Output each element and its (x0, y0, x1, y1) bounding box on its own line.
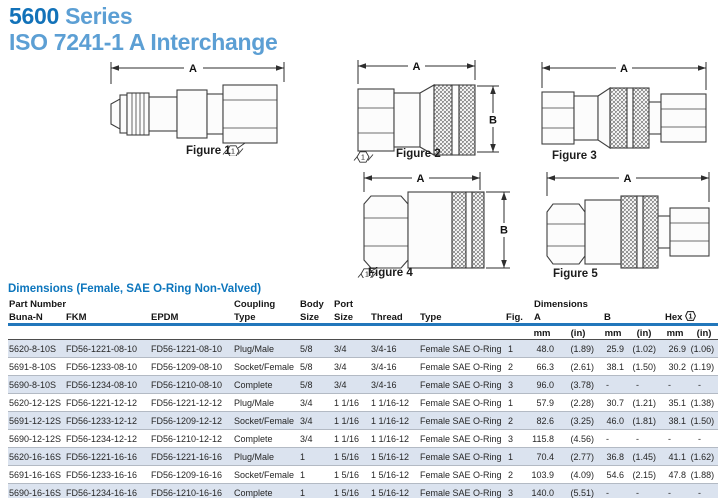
cell-thread: 3/4-16 (370, 340, 419, 358)
cell-hex_in: (1.06) (690, 340, 718, 358)
cell-hex_in: (1.19) (690, 358, 718, 376)
figure-1 (105, 58, 305, 164)
table-row (8, 412, 718, 430)
cell-hex_in: - (690, 376, 718, 394)
col-body-line2: Size (299, 310, 333, 325)
cell-a_in: (2.77) (558, 448, 598, 466)
cell-b_mm: 36.8 (598, 448, 628, 466)
cell-port: 1 5/16 (333, 484, 370, 498)
cell-type: Female SAE O-Ring (419, 448, 503, 466)
cell-epdm: FD56-1209-16-16 (150, 466, 233, 484)
page-header (9, 4, 277, 56)
cell-type: Female SAE O-Ring (419, 358, 503, 376)
svg-text:A: A (416, 172, 425, 185)
cell-fig: 2 (503, 358, 526, 376)
cell-b_in: (1.81) (628, 412, 660, 430)
figure-1-drawing (105, 58, 290, 156)
figure-4-drawing (350, 168, 522, 278)
cell-a_mm: 140.0 (526, 484, 558, 498)
cell-hex_mm: - (660, 376, 690, 394)
table-row (8, 340, 718, 358)
cell-b_mm: - (598, 430, 628, 448)
series-number: 5600 (9, 3, 59, 29)
col-coupling-line1: Coupling (234, 299, 276, 310)
figure-1-label: Figure 1 (186, 145, 231, 157)
cell-epdm: FD56-1210-08-10 (150, 376, 233, 394)
dimension-a-arrow (364, 172, 480, 192)
table-row (8, 466, 718, 484)
svg-text:1: 1 (688, 311, 694, 321)
cell-body: 3/4 (299, 430, 333, 448)
figure-5-label: Figure 5 (553, 268, 598, 280)
hex-label: Hex (665, 312, 683, 323)
svg-text:B: B (500, 224, 508, 237)
cell-coupling: Plug/Male (233, 340, 299, 358)
cell-epdm: FD56-1221-12-12 (150, 394, 233, 412)
dimensions-table (8, 298, 718, 498)
cell-a_mm: 96.0 (526, 376, 558, 394)
col-coupling-line2: Type (233, 310, 299, 325)
svg-text:1: 1 (365, 271, 369, 278)
figure-4 (350, 168, 522, 282)
cell-thread: 1 5/16-12 (370, 466, 419, 484)
figure-4-label: Figure 4 (368, 267, 413, 279)
figure-2 (353, 56, 503, 166)
cell-buna: 5691-12-12S (8, 412, 65, 430)
plug-body (111, 85, 277, 143)
cell-thread: 1 5/16-12 (370, 448, 419, 466)
col-group-part-number: Part Number (9, 299, 67, 310)
interchange-subtitle: ISO 7241-1 A Interchange (9, 28, 278, 55)
hex-callout-1-icon (354, 151, 373, 162)
col-epdm: EPDM (150, 310, 233, 325)
cell-a_in: (4.09) (558, 466, 598, 484)
cell-type: Female SAE O-Ring (419, 484, 503, 498)
unit-b-mm: mm (598, 325, 628, 340)
cell-fkm: FD56-1234-16-16 (65, 484, 150, 498)
cell-type: Female SAE O-Ring (419, 466, 503, 484)
cell-coupling: Plug/Male (233, 448, 299, 466)
cell-type: Female SAE O-Ring (419, 412, 503, 430)
cell-b_in: - (628, 376, 660, 394)
cell-hex_mm: 47.8 (660, 466, 690, 484)
cell-hex_mm: 26.9 (660, 340, 690, 358)
cell-buna: 5691-8-10S (8, 358, 65, 376)
cell-body: 3/4 (299, 412, 333, 430)
col-thread: Thread (370, 310, 419, 325)
cell-hex_in: (1.38) (690, 394, 718, 412)
svg-text:A: A (412, 60, 421, 73)
cell-fig: 2 (503, 412, 526, 430)
cell-coupling: Socket/Female (233, 412, 299, 430)
col-group-dimensions: Dimensions (534, 299, 588, 310)
unit-hex-mm: mm (660, 325, 690, 340)
figure-3-label: Figure 3 (552, 150, 597, 162)
cell-a_in: (3.78) (558, 376, 598, 394)
dimension-a-arrow (542, 62, 706, 90)
cell-buna: 5620-12-12S (8, 394, 65, 412)
cell-port: 3/4 (333, 340, 370, 358)
cell-buna: 5690-12-12S (8, 430, 65, 448)
unit-a-in: (in) (558, 325, 598, 340)
cell-type: Female SAE O-Ring (419, 376, 503, 394)
table-row (8, 430, 718, 448)
table-row (8, 484, 718, 498)
cell-b_mm: 25.9 (598, 340, 628, 358)
cell-fkm: FD56-1234-08-10 (65, 376, 150, 394)
complete-coupling-body (547, 196, 709, 268)
cell-hex_mm: 41.1 (660, 448, 690, 466)
cell-b_in: - (628, 484, 660, 498)
cell-coupling: Socket/Female (233, 358, 299, 376)
cell-a_mm: 103.9 (526, 466, 558, 484)
cell-body: 1 (299, 484, 333, 498)
table-row (8, 358, 718, 376)
cell-coupling: Complete (233, 430, 299, 448)
col-dim-b: B (598, 310, 660, 325)
complete-coupling-body (542, 88, 706, 148)
cell-hex_in: (1.50) (690, 412, 718, 430)
cell-fig: 3 (503, 430, 526, 448)
cell-fig: 3 (503, 376, 526, 394)
cell-fkm: FD56-1233-12-12 (65, 412, 150, 430)
cell-coupling: Socket/Female (233, 466, 299, 484)
cell-epdm: FD56-1210-16-16 (150, 484, 233, 498)
cell-thread: 1 1/16-12 (370, 430, 419, 448)
svg-text:A: A (623, 172, 632, 185)
cell-a_in: (5.51) (558, 484, 598, 498)
cell-thread: 1 5/16-12 (370, 484, 419, 498)
cell-epdm: FD56-1209-08-10 (150, 358, 233, 376)
cell-b_in: (1.21) (628, 394, 660, 412)
cell-a_in: (3.25) (558, 412, 598, 430)
dimension-a-arrow (358, 60, 475, 84)
cell-a_in: (2.61) (558, 358, 598, 376)
cell-type: Female SAE O-Ring (419, 340, 503, 358)
cell-fkm: FD56-1221-16-16 (65, 448, 150, 466)
cell-a_in: (2.28) (558, 394, 598, 412)
cell-coupling: Plug/Male (233, 394, 299, 412)
svg-text:1: 1 (361, 154, 365, 162)
cell-b_in: (2.15) (628, 466, 660, 484)
cell-hex_mm: 30.2 (660, 358, 690, 376)
socket-body (364, 192, 484, 268)
cell-buna: 5691-16-16S (8, 466, 65, 484)
dimensions-section (8, 283, 718, 498)
cell-hex_mm: 38.1 (660, 412, 690, 430)
cell-port: 3/4 (333, 358, 370, 376)
cell-epdm: FD56-1221-08-10 (150, 340, 233, 358)
cell-buna: 5690-16-16S (8, 484, 65, 498)
cell-a_mm: 115.8 (526, 430, 558, 448)
cell-port: 3/4 (333, 376, 370, 394)
cell-port: 1 1/16 (333, 430, 370, 448)
cell-fig: 3 (503, 484, 526, 498)
figure-3-drawing (538, 58, 710, 154)
cell-a_mm: 70.4 (526, 448, 558, 466)
unit-a-mm: mm (526, 325, 558, 340)
col-body-line1: Body (300, 299, 324, 310)
figure-3 (538, 58, 710, 164)
cell-b_in: (1.45) (628, 448, 660, 466)
cell-b_mm: 46.0 (598, 412, 628, 430)
cell-port: 1 1/16 (333, 394, 370, 412)
svg-text:A: A (189, 62, 197, 75)
cell-fig: 1 (503, 394, 526, 412)
cell-hex_mm: - (660, 430, 690, 448)
cell-epdm: FD56-1221-16-16 (150, 448, 233, 466)
cell-b_in: - (628, 430, 660, 448)
cell-port: 1 1/16 (333, 412, 370, 430)
cell-b_in: (1.02) (628, 340, 660, 358)
cell-fkm: FD56-1233-16-16 (65, 466, 150, 484)
cell-coupling: Complete (233, 376, 299, 394)
table-row (8, 376, 718, 394)
cell-body: 5/8 (299, 358, 333, 376)
unit-hex-in: (in) (690, 325, 718, 340)
cell-a_mm: 66.3 (526, 358, 558, 376)
cell-hex_mm: 35.1 (660, 394, 690, 412)
cell-type: Female SAE O-Ring (419, 394, 503, 412)
dimension-b-arrow (477, 86, 499, 152)
figure-5-drawing (543, 168, 715, 280)
cell-fig: 2 (503, 466, 526, 484)
table-header (8, 298, 718, 340)
figure-2-label: Figure 2 (396, 148, 441, 160)
col-port-line1: Port (334, 299, 354, 310)
cell-hex_mm: - (660, 484, 690, 498)
cell-b_mm: 38.1 (598, 358, 628, 376)
cell-hex_in: - (690, 484, 718, 498)
unit-b-in: (in) (628, 325, 660, 340)
dimension-a-arrow (111, 62, 284, 84)
socket-body (358, 85, 475, 155)
cell-body: 1 (299, 466, 333, 484)
series-title (9, 4, 277, 30)
cell-hex_in: (1.88) (690, 466, 718, 484)
cell-fkm: FD56-1233-08-10 (65, 358, 150, 376)
cell-thread: 1 1/16-12 (370, 412, 419, 430)
cell-b_mm: - (598, 484, 628, 498)
svg-text:B: B (489, 114, 497, 127)
cell-b_mm: 54.6 (598, 466, 628, 484)
col-hex (660, 310, 718, 325)
cell-hex_in: (1.62) (690, 448, 718, 466)
cell-epdm: FD56-1209-12-12 (150, 412, 233, 430)
cell-fkm: FD56-1234-12-12 (65, 430, 150, 448)
cell-a_in: (4.56) (558, 430, 598, 448)
cell-body: 1 (299, 448, 333, 466)
figure-5 (543, 168, 715, 282)
cell-body: 5/8 (299, 340, 333, 358)
cell-body: 3/4 (299, 394, 333, 412)
cell-buna: 5690-8-10S (8, 376, 65, 394)
cell-hex_in: - (690, 430, 718, 448)
cell-body: 5/8 (299, 376, 333, 394)
cell-fkm: FD56-1221-12-12 (65, 394, 150, 412)
cell-type: Female SAE O-Ring (419, 430, 503, 448)
cell-b_in: (1.50) (628, 358, 660, 376)
table-row (8, 448, 718, 466)
table-row (8, 394, 718, 412)
series-word: Series (65, 3, 133, 29)
col-dim-a: A (526, 310, 598, 325)
cell-a_in: (1.89) (558, 340, 598, 358)
cell-port: 1 5/16 (333, 448, 370, 466)
cell-thread: 3/4-16 (370, 358, 419, 376)
cell-a_mm: 48.0 (526, 340, 558, 358)
cell-thread: 1 1/16-12 (370, 394, 419, 412)
cell-b_mm: - (598, 376, 628, 394)
col-port-line2: Size (333, 310, 370, 325)
cell-b_mm: 30.7 (598, 394, 628, 412)
table-body (8, 340, 718, 498)
hex-footnote-icon (685, 310, 696, 322)
cell-fig: 1 (503, 448, 526, 466)
cell-port: 1 5/16 (333, 466, 370, 484)
cell-fkm: FD56-1221-08-10 (65, 340, 150, 358)
cell-buna: 5620-16-16S (8, 448, 65, 466)
col-type: Type (419, 310, 503, 325)
cell-buna: 5620-8-10S (8, 340, 65, 358)
cell-coupling: Complete (233, 484, 299, 498)
cell-fig: 1 (503, 340, 526, 358)
cell-a_mm: 57.9 (526, 394, 558, 412)
col-buna-n: Buna-N (8, 310, 65, 325)
col-fkm: FKM (65, 310, 150, 325)
svg-text:A: A (620, 62, 628, 75)
cell-a_mm: 82.6 (526, 412, 558, 430)
cell-thread: 3/4-16 (370, 376, 419, 394)
col-fig: Fig. (503, 310, 526, 325)
dimension-b-arrow (486, 192, 510, 268)
cell-epdm: FD56-1210-12-12 (150, 430, 233, 448)
table-title: Dimensions (Female, SAE O-Ring Non-Valved) (8, 283, 262, 295)
svg-text:1: 1 (231, 148, 235, 156)
